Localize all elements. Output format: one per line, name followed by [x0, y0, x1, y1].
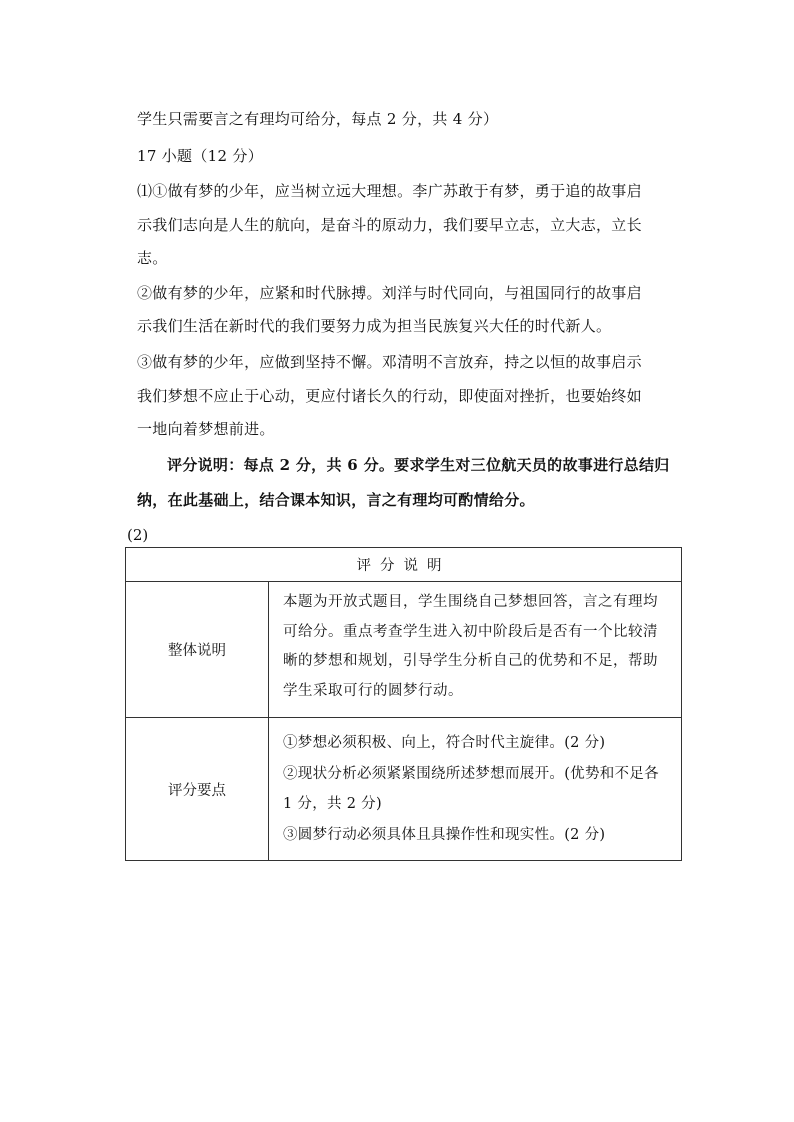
scoring-table: [125, 547, 682, 861]
overall-text: 本题为开放式题目，学生围绕自己梦想回答，言之有理均可给分。重点考查学生进入初中阶段后是否有一个比较清晰的梦想和规划，引导学生分析自己的优势和不足，帮助学生采取可行的圆梦行动。: [283, 594, 658, 699]
part1-point3-line2: 我们梦想不应止于心动，更应付诸长久的行动，即使面对挫折，也要始终如: [137, 387, 642, 405]
overall-label: 整体说明: [126, 582, 269, 718]
question-header: 17 小题（12 分）: [137, 147, 264, 165]
part1-point1-line1: ⑴①做有梦的少年，应当树立远大理想。李广苏敢于有梦，勇于追的故事启: [137, 182, 642, 200]
part1-point1-line3: 志。: [137, 249, 168, 267]
table-row-overall: [126, 582, 682, 718]
point-item-3: ③圆梦行动必须具体且具操作性和现实性。(2 分): [283, 826, 606, 843]
part1-point3-line1: ③做有梦的少年，应做到坚持不懈。邓清明不言放弃，持之以恒的故事启示: [137, 353, 642, 371]
part1-point2-line2: 示我们生活在新时代的我们要努力成为担当民族复兴大任的时代新人。: [137, 317, 612, 335]
points-label: 评分要点: [126, 718, 269, 861]
scoring-note-line2: 纳，在此基础上，结合课本知识，言之有理均可酌情给分。: [137, 491, 535, 509]
table-title: 评分说明: [126, 548, 682, 582]
part2-label: (2): [127, 526, 149, 544]
points-list: [283, 728, 671, 850]
points-cell: [269, 718, 682, 861]
overall-cell: [269, 582, 682, 718]
point-item-2: ②现状分析必须紧紧围绕所述梦想而展开。(优势和不足各 1 分，共 2 分): [283, 765, 659, 812]
table-row-points: [126, 718, 682, 861]
part1-point1-line2: 示我们志向是人生的航向，是奋斗的原动力，我们要早立志，立大志，立长: [137, 216, 642, 234]
part1-point2-line1: ②做有梦的少年，应紧和时代脉搏。刘洋与时代同向，与祖国同行的故事启: [137, 284, 642, 302]
part1-point3-line3: 一地向着梦想前进。: [137, 420, 275, 438]
intro-line: 学生只需要言之有理均可给分，每点 2 分，共 4 分）: [137, 110, 499, 128]
point-item-1: ①梦想必须积极、向上，符合时代主旋律。(2 分): [283, 735, 606, 751]
table-header-row: [126, 548, 682, 582]
scoring-note-line1: 评分说明：每点 2 分，共 6 分。要求学生对三位航天员的故事进行总结归: [167, 456, 670, 474]
